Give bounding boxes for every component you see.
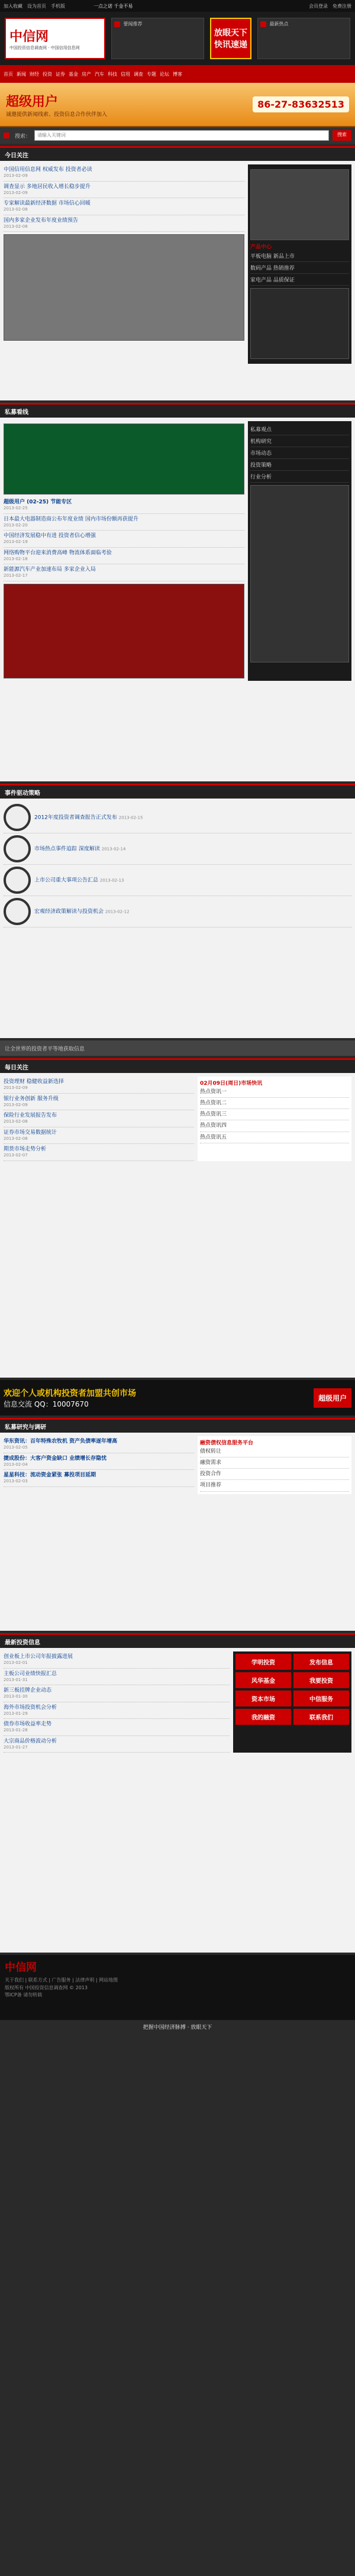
service-button[interactable]: 联系我们 [293,1709,349,1725]
tablet-image[interactable] [250,169,349,240]
side-item[interactable]: 热点资讯五 [200,1132,349,1143]
list-item[interactable] [4,1470,194,1487]
list-item[interactable] [4,531,244,548]
item-title: 银行业务创新 服务升级 [4,1095,59,1102]
list-item[interactable] [4,215,244,232]
item-date: 2013-02-01 [4,1660,28,1666]
item-date: 2013-02-08 [4,207,28,212]
item-title: 创业板上市公司年报披露进展 [4,1654,73,1660]
side-item[interactable]: 热点资讯二 [200,1098,349,1109]
list-item[interactable] [4,1651,230,1669]
list-item[interactable] [4,1127,194,1145]
item-title: 海外市场投资机会分析 [4,1704,57,1711]
side-item[interactable]: 投资合作 [200,1469,349,1480]
header-badge[interactable]: 放眼天下 快讯速递 [210,18,251,59]
service-button[interactable]: 学明投资 [235,1654,291,1670]
item-date: 2013-02-13 [99,878,124,883]
list-item[interactable] [4,896,351,927]
side-item[interactable]: 热点资讯一 [200,1087,349,1098]
item-title: 证券市场交易数据统计 [4,1129,57,1136]
topbar-link-favorite[interactable]: 加入收藏 [4,3,22,9]
list-item[interactable] [4,1702,230,1720]
item-date: 2013-01-28 [4,1728,28,1733]
search-icon [4,132,9,138]
latest-list [4,1651,230,1753]
item-date: 2013-02-20 [4,522,28,528]
item-date: 2013-02-04 [4,1462,28,1467]
item-title: 2012年度投资者调查报告正式发布 [34,815,117,821]
item-date: 2013-01-27 [4,1745,28,1750]
daily-title: 每日关注 [0,1060,355,1073]
list-item[interactable] [4,833,351,865]
list-item[interactable] [4,1685,230,1702]
item-date: 2013-02-08 [4,1136,28,1141]
banner-phone: 86-27-83632513 [253,96,349,112]
item-date: 2013-02-25 [4,506,28,511]
list-item[interactable] [4,1719,230,1736]
nav-item[interactable]: 房产 [82,71,91,77]
product-title: 产品中心 [250,244,272,250]
item-date: 2013-01-31 [4,1677,28,1682]
stock-chart-image [250,288,349,359]
footer-line: 版权所有 中国投资信息调查网 © 2013 [5,1984,88,1990]
nav-item[interactable]: 博客 [173,71,182,77]
list-item[interactable] [4,1669,230,1686]
daily-list [4,1077,194,1161]
service-button[interactable]: 风华基金 [235,1672,291,1688]
events-title: 事件驱动策略 [0,786,355,799]
latest-section [0,1633,355,1953]
header-hot-box [257,18,350,59]
investor-badge: 超级用户 [314,1388,351,1408]
nav-item[interactable]: 调查 [134,71,143,77]
footer-line[interactable]: 关于我们 | 联系方式 | 广告服务 | 法律声明 | 网站地图 [5,1977,118,1983]
top-news-title: 今日关注 [0,148,355,161]
research-title: 私募研究与调研 [0,1420,355,1433]
item-date: 2013-02-07 [4,1153,28,1158]
item-title: 新能源汽车产业加速布局 多家企业入局 [4,567,96,573]
banner-sub: 诚邀提供新闻线索、投资信息合作伙伴加入 [6,111,108,118]
header [0,12,355,65]
nav-item[interactable]: 投资 [43,71,52,77]
service-button-grid [235,1654,349,1725]
item-title: 保险行业发展报告发布 [4,1113,57,1119]
side-item[interactable]: 投资策略 [250,459,349,471]
logo-sub: 中国投资信息调查网 · 中国信用信息网 [9,45,80,50]
search-label: 搜索： [15,133,31,140]
nav-item[interactable]: 信用 [121,71,130,77]
nav-item[interactable]: 科技 [108,71,117,77]
clock-icon [4,835,31,862]
topbar-link-home[interactable]: 设为首页 [27,3,46,9]
focus-section [0,403,355,781]
header-news-title[interactable]: 要闻推荐 [123,21,143,27]
latest-title: 最新投资信息 [0,1635,355,1648]
topbar-right [309,3,351,9]
item-title: 国内多家企业发布年度业绩预告 [4,217,79,224]
item-date: 2013-02-09 [4,173,28,179]
item-title: 上市公司重大事项公告汇总 [34,877,99,884]
list-item[interactable] [4,1436,194,1453]
list-item[interactable] [4,514,244,531]
nav-item[interactable]: 财经 [30,71,39,77]
item-date: 2013-02-09 [4,1102,28,1107]
item-title: 网络购物平台迎来消费高峰 物流体系面临考验 [4,550,112,556]
login-link[interactable]: 会员登录 [309,3,328,9]
site-logo[interactable] [5,18,105,59]
item-title: 大宗商品价格波动分析 [4,1738,57,1744]
side-item[interactable]: 平板电脑 新品上市 [250,250,349,262]
search-button[interactable]: 搜索 [333,130,351,141]
item-title: 宏观经济政策解读与投资机会 [34,909,104,915]
list-item[interactable] [4,1144,194,1161]
service-button[interactable]: 资本市场 [235,1691,291,1706]
footer-logo[interactable]: 中信网 [5,1961,37,1974]
footer-line: 鄂ICP备 请勿转载 [5,1992,43,1998]
register-link[interactable]: 免费注册 [333,3,351,9]
search-input[interactable]: 请输入关键词 [34,130,329,141]
item-title: 市场热点事件追踪 深度解读 [34,846,100,852]
side-item[interactable]: 热点资讯三 [200,1109,349,1120]
item-date: 2013-02-05 [4,1445,28,1450]
nav-item[interactable]: 首页 [4,71,13,77]
side-item[interactable]: 项目推荐 [200,1480,349,1491]
daily-side-title: 02月09日(周日)市场快讯 [200,1081,263,1087]
clock-icon [4,804,31,831]
item-title: 超级用户 (02-25) 节能专区 [4,499,72,505]
list-item[interactable] [4,1453,194,1470]
side-item[interactable]: 机构研究 [250,435,349,447]
hot-icon [260,21,266,27]
banner-title: 超级用户 [6,93,59,109]
item-title: 投资理财 稳健收益新选择 [4,1079,64,1085]
item-date: 2013-02-08 [4,224,28,229]
item-date: 2013-02-09 [4,190,28,195]
item-title: 新三板挂牌企业动态 [4,1688,52,1694]
service-button[interactable]: 我要投资 [293,1672,349,1688]
item-title: 调查显示 多地居民收入增长稳步提升 [4,183,91,190]
footer [0,1955,355,2020]
search-bar [0,127,355,144]
focus-sidebar [248,421,351,681]
item-date: 2013-02-15 [118,815,143,820]
events-list [4,802,351,927]
super-user-banner[interactable] [0,83,355,127]
header-hot-title[interactable]: 最新热点 [269,21,289,27]
list-item[interactable] [4,198,244,215]
item-title: 星星科技：流动资金紧张 募投项目延期 [4,1472,96,1479]
nav-item[interactable]: 基金 [69,71,78,77]
main-nav [0,65,355,83]
side-item[interactable]: 家电产品 品质保证 [250,274,349,286]
finance-title: 融资债权信息服务平台 [200,1440,254,1446]
finance-sidebar [198,1436,351,1494]
item-date: 2013-02-17 [4,573,28,578]
item-title: 华东资讯：百年特殊农牧机 资产负债率逐年增高 [4,1439,118,1444]
logo-name: 中信网 [9,28,49,44]
sidebar-ad[interactable] [250,485,349,662]
item-title: 期货市场走势分析 [4,1146,47,1153]
product-sidebar [248,164,351,364]
clock-icon [4,867,31,894]
side-item[interactable]: 债权转让 [200,1446,349,1457]
item-date: 2013-02-08 [4,1119,28,1124]
focus-list [4,421,244,681]
research-list [4,1436,194,1494]
list-item[interactable] [4,548,244,565]
top-news-section [0,146,355,400]
side-item[interactable]: 融资需求 [200,1457,349,1469]
item-date: 2013-02-03 [4,1479,28,1484]
side-item[interactable]: 热点资讯四 [200,1120,349,1132]
service-button[interactable]: 我的融资 [235,1709,291,1725]
service-button[interactable]: 中信服务 [293,1691,349,1706]
news-image[interactable] [4,234,244,341]
item-title: 专家解读最新经济数据 市场信心回暖 [4,201,91,207]
party-image[interactable] [4,584,244,678]
service-button[interactable]: 发布信息 [293,1654,349,1670]
nav-item[interactable]: 新闻 [17,71,26,77]
item-date: 2013-02-14 [101,846,126,852]
daily-section [0,1058,355,1378]
item-title: 主板公司业绩快报汇总 [4,1670,57,1677]
list-item[interactable] [4,1736,230,1753]
service-sidebar [233,1651,351,1753]
item-date: 2013-02-12 [105,909,130,914]
nav-item[interactable]: 证券 [56,71,65,77]
list-item[interactable] [4,1110,194,1127]
bottom-bar: 把握中国经济脉搏 · 放眼天下 [0,2020,355,2035]
item-date: 2013-01-30 [4,1694,28,1699]
list-item[interactable] [4,1094,194,1111]
item-date: 2013-01-29 [4,1711,28,1716]
side-item[interactable]: 私募观点 [250,424,349,435]
list-item[interactable] [4,865,351,896]
topbar-slogan: 一点之诺 千金不易 [93,3,133,9]
item-date: 2013-02-09 [4,1085,28,1091]
list-item[interactable] [4,182,244,199]
item-title: 捷成股份：大客户资金缺口 业绩增长存隐忧 [4,1455,107,1462]
header-news-box [111,18,204,59]
item-date: 2013-02-18 [4,556,28,561]
nav-item[interactable]: 汽车 [95,71,104,77]
slogan-strip: 让全世界的投资者平等地获取信息 [0,1040,355,1056]
list-item[interactable] [4,497,244,514]
item-title: 中国信用信息网 权威发布 投资者必读 [4,167,92,173]
clock-icon [4,898,31,925]
item-date: 2013-02-19 [4,539,28,545]
side-item[interactable]: 行业分析 [250,471,349,483]
news-icon [114,21,120,27]
investor-banner[interactable] [0,1380,355,1415]
research-section [0,1418,355,1631]
list-item[interactable] [4,164,244,182]
events-section [0,784,355,1038]
topbar-link-mobile[interactable]: 手机版 [51,3,65,9]
investor-sub: 信息交流 QQ：10007670 [4,1399,89,1408]
topbar [0,0,355,12]
focus-title: 私募看线 [0,405,355,418]
focus-image[interactable] [4,424,244,494]
nav-item[interactable]: 论坛 [160,71,169,77]
item-title: 中国经济发展稳中有进 投资者信心增强 [4,533,96,539]
item-title: 日本最大电器制造商公布年度业绩 国内市场份额再获提升 [4,516,138,522]
nav-item[interactable]: 专题 [147,71,156,77]
daily-sidebar [198,1077,351,1161]
list-item[interactable] [4,1077,194,1094]
list-item[interactable] [4,802,351,833]
side-item[interactable]: 数码产品 热销推荐 [250,262,349,274]
list-item[interactable] [4,564,244,581]
top-news-list [4,164,244,364]
investor-main: 欢迎个人或机构投资者加盟共创市场 [4,1388,136,1398]
side-item[interactable]: 市场动态 [250,447,349,459]
item-title: 债券市场收益率走势 [4,1721,52,1728]
